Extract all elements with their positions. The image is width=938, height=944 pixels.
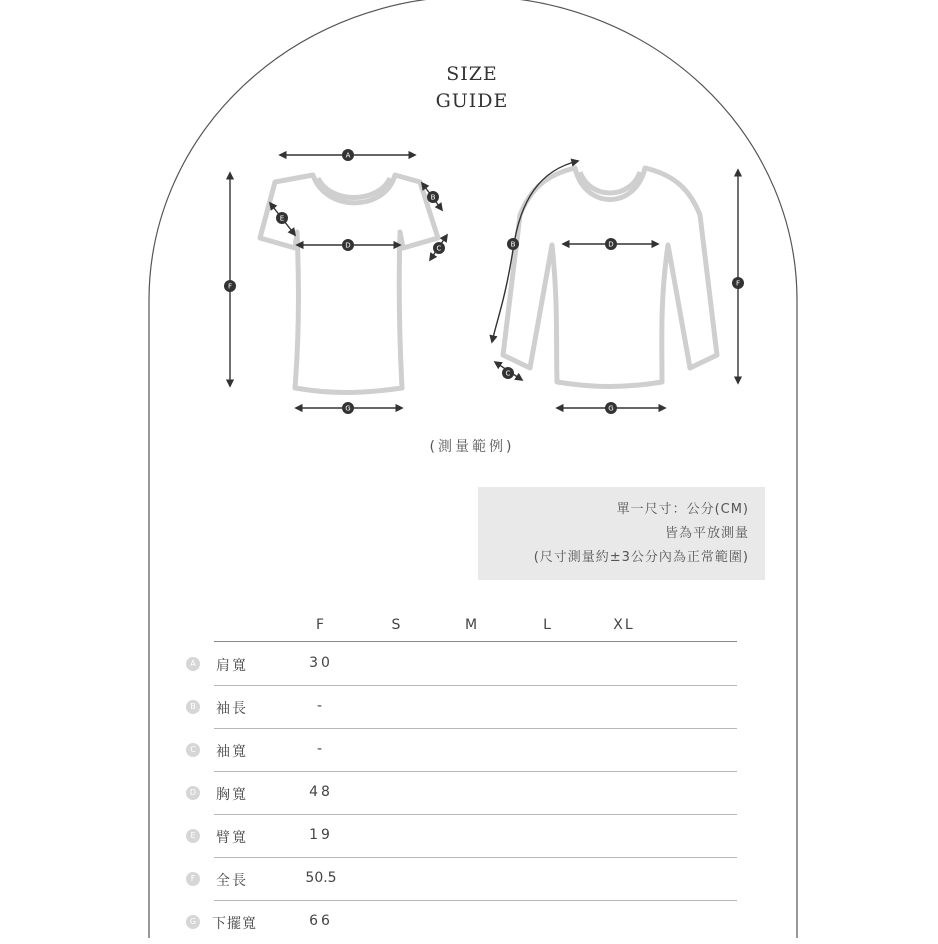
row-label: 袖長	[216, 701, 248, 717]
tshirt-marker-label-a: A	[345, 151, 351, 160]
table-row	[186, 858, 737, 901]
tshirt-marker-label-e: E	[279, 214, 285, 223]
tshirt-outline	[260, 175, 438, 393]
table-row	[186, 643, 737, 686]
longsleeve-marker-label-f: F	[735, 279, 741, 288]
row-badge: A	[186, 657, 200, 671]
row-label: 下擺寬	[212, 916, 257, 932]
cell-f: -	[316, 698, 326, 714]
diagram-caption: (測量範例)	[429, 439, 515, 455]
table-row	[186, 815, 737, 858]
tshirt-marker-label-c: C	[436, 244, 442, 253]
row-badge: F	[186, 872, 200, 886]
tshirt-marker-label-f: F	[227, 282, 233, 291]
row-label: 袖寬	[216, 744, 248, 760]
note-unit: 單一尺寸：公分(CM)	[616, 502, 749, 517]
table-row	[186, 729, 737, 772]
cell-f: 48	[309, 784, 333, 800]
column-header-s: S	[391, 617, 403, 633]
row-badge: E	[186, 829, 200, 843]
cell-f: 19	[309, 827, 333, 843]
tshirt-marker-label-b: B	[430, 193, 436, 202]
column-header-m: M	[464, 617, 480, 633]
header-divider	[214, 641, 737, 642]
row-badge: D	[186, 786, 200, 800]
row-label: 肩寬	[216, 658, 248, 674]
column-header-l: L	[543, 617, 553, 633]
longsleeve-marker-label-c: C	[505, 369, 511, 378]
cell-f: 66	[309, 913, 333, 929]
table-row	[186, 772, 737, 815]
measurement-notes	[478, 487, 765, 580]
row-badge: G	[186, 915, 200, 929]
row-label: 臂寬	[216, 830, 248, 846]
column-header-xl: XL	[613, 617, 635, 633]
note-flat: 皆為平放測量	[664, 526, 749, 541]
longsleeve-outline	[503, 168, 717, 387]
cell-f: 50.5	[305, 870, 337, 886]
row-badge: B	[186, 700, 200, 714]
tshirt-marker-label-d: D	[345, 241, 351, 250]
cell-f: 30	[309, 655, 333, 671]
row-label: 全長	[216, 873, 248, 889]
note-tolerance: (尺寸測量約±3公分內為正常範圍)	[533, 550, 749, 565]
cell-f: -	[316, 741, 326, 757]
longsleeve-marker-label-b: B	[510, 240, 516, 249]
row-label: 胸寬	[216, 787, 248, 803]
title-guide: GUIDE	[435, 90, 509, 112]
tshirt-marker-label-g: G	[345, 404, 351, 413]
longsleeve-marker-label-d: D	[608, 240, 614, 249]
table-row	[186, 686, 737, 729]
title-size: SIZE	[446, 63, 498, 85]
column-header-f: F	[315, 617, 327, 633]
longsleeve-marker-label-g: G	[608, 404, 614, 413]
row-badge: C	[186, 743, 200, 757]
